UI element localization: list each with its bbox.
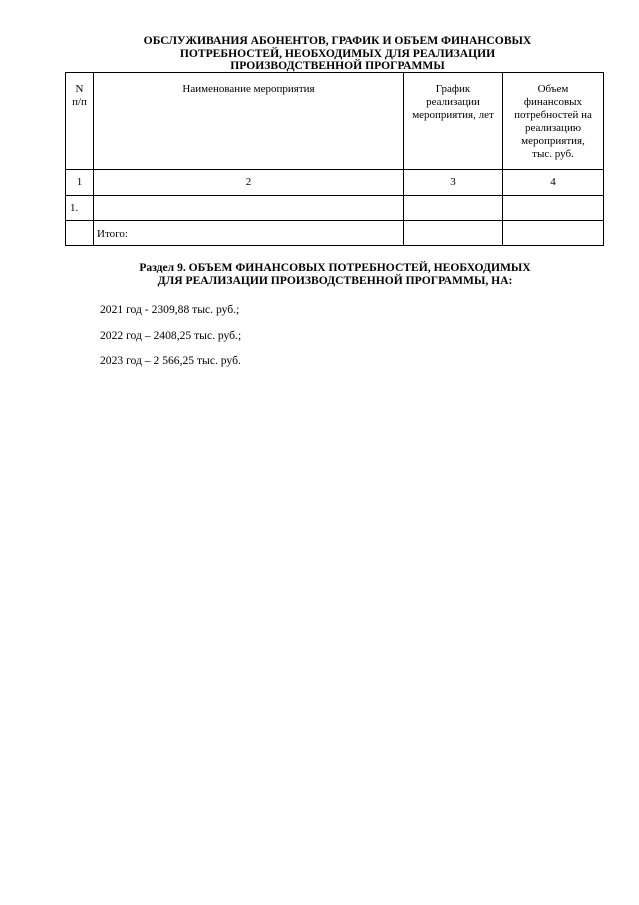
- header-name: Наименование мероприятия: [94, 73, 404, 170]
- heading-line: ПРОИЗВОДСТВЕННОЙ ПРОГРАММЫ: [230, 59, 445, 73]
- total-schedule-cell: [404, 221, 503, 246]
- header-text: Объем: [537, 83, 569, 95]
- column-number: 2: [94, 170, 404, 196]
- total-amount-cell: [503, 221, 604, 246]
- year-line-2021: 2021 год - 2309,88 тыс. руб.;: [100, 303, 240, 316]
- header-text: тыс. руб.: [532, 148, 574, 160]
- header-text: мероприятия, лет: [412, 109, 494, 121]
- column-number-row: [66, 170, 604, 196]
- section-title-line: ДЛЯ РЕАЛИЗАЦИИ ПРОИЗВОДСТВЕННОЙ ПРОГРАММЫ, НА:: [157, 273, 513, 287]
- row-schedule: [404, 196, 503, 221]
- row-name: [94, 196, 404, 221]
- program-table: [65, 72, 604, 246]
- header-text: п/п: [72, 96, 87, 108]
- column-number: 1: [66, 170, 94, 196]
- table-header-row: [66, 73, 604, 170]
- header-text: График: [435, 83, 471, 95]
- header-text: N: [75, 83, 84, 95]
- header-number: [66, 73, 94, 170]
- year-line-2022: 2022 год – 2408,25 тыс. руб.;: [100, 329, 242, 342]
- year-line-2023: 2023 год – 2 566,25 тыс. руб.: [100, 354, 241, 367]
- total-label: Итого:: [94, 221, 404, 246]
- table-row: [66, 196, 604, 221]
- column-number: 3: [404, 170, 503, 196]
- header-schedule: [404, 73, 503, 170]
- header-text: реализации: [426, 96, 480, 108]
- header-text: потребностей на: [514, 109, 592, 121]
- heading-line: ОБСЛУЖИВАНИЯ АБОНЕНТОВ, ГРАФИК И ОБЪЕМ ФИНАНСОВЫХ: [143, 34, 532, 47]
- total-number-cell: [66, 221, 94, 246]
- document-heading: [70, 35, 605, 73]
- header-text: мероприятия,: [521, 135, 585, 147]
- header-amount: [503, 73, 604, 170]
- column-number: 4: [503, 170, 604, 196]
- section-title: [120, 262, 550, 287]
- header-text: реализацию: [524, 122, 582, 134]
- row-amount: [503, 196, 604, 221]
- row-number: 1.: [66, 196, 94, 221]
- header-text: финансовых: [523, 96, 583, 108]
- total-row: [66, 221, 604, 246]
- heading-line: ПОТРЕБНОСТЕЙ, НЕОБХОДИМЫХ ДЛЯ РЕАЛИЗАЦИИ: [179, 46, 496, 60]
- section-title-line: Раздел 9. ОБЪЕМ ФИНАНСОВЫХ ПОТРЕБНОСТЕЙ, НЕОБХОДИМЫХ: [139, 261, 531, 274]
